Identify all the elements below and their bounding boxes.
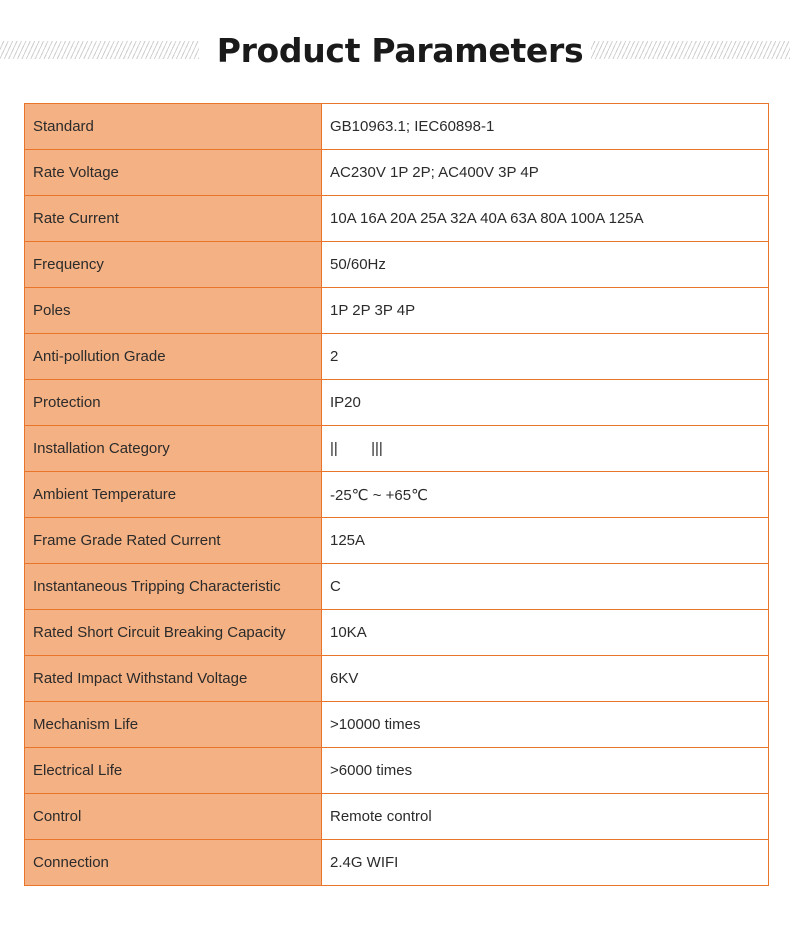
table-row	[25, 564, 769, 610]
parameter-value: IP20	[322, 380, 769, 426]
parameter-value: 10KA	[322, 610, 769, 656]
table-row	[25, 104, 769, 150]
parameter-label: Rated Short Circuit Breaking Capacity	[25, 610, 322, 656]
parameter-value: 10A 16A 20A 25A 32A 40A 63A 80A 100A 125A	[322, 196, 769, 242]
table-row	[25, 196, 769, 242]
parameter-label: Instantaneous Tripping Characteristic	[25, 564, 322, 610]
parameter-label: Mechanism Life	[25, 702, 322, 748]
parameter-value: || |||	[322, 426, 769, 472]
parameter-label: Rate Current	[25, 196, 322, 242]
parameter-value: AC230V 1P 2P; AC400V 3P 4P	[322, 150, 769, 196]
table-row	[25, 380, 769, 426]
decorative-hatch-left	[0, 41, 199, 59]
table-row	[25, 748, 769, 794]
parameters-table-body	[25, 104, 769, 886]
table-row	[25, 656, 769, 702]
parameter-label: Standard	[25, 104, 322, 150]
parameter-label: Control	[25, 794, 322, 840]
parameter-value: -25℃ ~ +65℃	[322, 472, 769, 518]
parameter-value: 6KV	[322, 656, 769, 702]
parameter-label: Frame Grade Rated Current	[25, 518, 322, 564]
parameter-value: >10000 times	[322, 702, 769, 748]
parameter-value: Remote control	[322, 794, 769, 840]
table-row	[25, 518, 769, 564]
parameter-label: Installation Category	[25, 426, 322, 472]
parameter-value: GB10963.1; IEC60898-1	[322, 104, 769, 150]
table-row	[25, 242, 769, 288]
table-row	[25, 702, 769, 748]
table-row	[25, 334, 769, 380]
table-row	[25, 610, 769, 656]
parameter-label: Rated Impact Withstand Voltage	[25, 656, 322, 702]
parameter-label: Ambient Temperature	[25, 472, 322, 518]
table-row	[25, 840, 769, 886]
parameter-value: 50/60Hz	[322, 242, 769, 288]
parameter-value: 2.4G WIFI	[322, 840, 769, 886]
parameter-label: Anti-pollution Grade	[25, 334, 322, 380]
table-row	[25, 288, 769, 334]
parameter-value: C	[322, 564, 769, 610]
parameter-label: Poles	[25, 288, 322, 334]
table-row	[25, 426, 769, 472]
page-title: Product Parameters	[216, 30, 584, 70]
parameter-label: Electrical Life	[25, 748, 322, 794]
parameter-value: 1P 2P 3P 4P	[322, 288, 769, 334]
parameters-table	[24, 103, 769, 886]
parameter-label: Rate Voltage	[25, 150, 322, 196]
parameter-value: >6000 times	[322, 748, 769, 794]
table-row	[25, 150, 769, 196]
parameter-label: Frequency	[25, 242, 322, 288]
table-row	[25, 472, 769, 518]
table-row	[25, 794, 769, 840]
parameter-label: Protection	[25, 380, 322, 426]
parameter-label: Connection	[25, 840, 322, 886]
section-header	[0, 22, 790, 78]
parameter-value: 125A	[322, 518, 769, 564]
parameter-value: 2	[322, 334, 769, 380]
decorative-hatch-right	[591, 41, 790, 59]
